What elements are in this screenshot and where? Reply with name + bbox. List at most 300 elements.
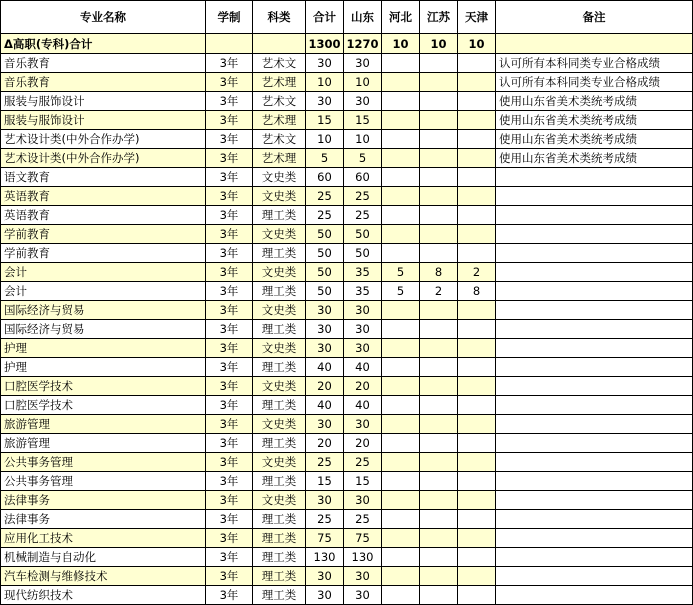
cell-hebei: 5 [382,263,420,282]
header-remark: 备注 [496,1,693,34]
header-name: 专业名称 [1,1,206,34]
cell-name: 应用化工技术 [1,529,206,548]
table-row [1,434,693,453]
cell-tianjin [458,130,496,149]
cell-category: 艺术理 [253,149,306,168]
cell-name: 口腔医学技术 [1,377,206,396]
cell-jiangsu [420,54,458,73]
cell-duration: 3年 [206,244,253,263]
table-row [1,130,693,149]
cell-remark: 使用山东省美术类统考成绩 [496,111,693,130]
cell-duration: 3年 [206,168,253,187]
cell-shandong: 35 [344,282,382,301]
cell-hebei [382,491,420,510]
cell-jiangsu [420,149,458,168]
cell-name: 英语教育 [1,187,206,206]
cell-tianjin: 8 [458,282,496,301]
table-row [1,415,693,434]
cell-total: 75 [306,529,344,548]
cell-category: 艺术理 [253,73,306,92]
total-category [253,34,306,54]
total-hebei: 10 [382,34,420,54]
cell-name: 音乐教育 [1,73,206,92]
cell-tianjin [458,472,496,491]
cell-hebei [382,529,420,548]
cell-category: 理工类 [253,529,306,548]
cell-name: 学前教育 [1,225,206,244]
cell-remark [496,415,693,434]
cell-duration: 3年 [206,206,253,225]
cell-jiangsu [420,168,458,187]
cell-name: 国际经济与贸易 [1,320,206,339]
cell-category: 文史类 [253,415,306,434]
cell-tianjin [458,339,496,358]
cell-remark [496,377,693,396]
cell-remark [496,168,693,187]
cell-hebei [382,358,420,377]
cell-hebei [382,130,420,149]
cell-shandong: 10 [344,73,382,92]
cell-shandong: 30 [344,567,382,586]
cell-category: 文史类 [253,301,306,320]
table-row [1,282,693,301]
cell-category: 艺术文 [253,92,306,111]
cell-hebei [382,187,420,206]
total-tianjin: 10 [458,34,496,54]
cell-jiangsu [420,339,458,358]
cell-duration: 3年 [206,149,253,168]
cell-jiangsu [420,510,458,529]
cell-tianjin [458,453,496,472]
cell-total: 25 [306,187,344,206]
table-row [1,510,693,529]
cell-tianjin [458,111,496,130]
total-remark [496,34,693,54]
table-row [1,301,693,320]
cell-duration: 3年 [206,472,253,491]
cell-name: 学前教育 [1,244,206,263]
table-row [1,168,693,187]
cell-name: 语文教育 [1,168,206,187]
cell-shandong: 5 [344,149,382,168]
cell-name: 国际经济与贸易 [1,301,206,320]
cell-tianjin [458,244,496,263]
cell-hebei [382,339,420,358]
cell-tianjin [458,510,496,529]
cell-shandong: 15 [344,472,382,491]
cell-category: 理工类 [253,434,306,453]
cell-duration: 3年 [206,396,253,415]
header-total: 合计 [306,1,344,34]
cell-duration: 3年 [206,529,253,548]
cell-remark [496,244,693,263]
cell-total: 30 [306,415,344,434]
cell-tianjin [458,358,496,377]
cell-remark [496,529,693,548]
cell-tianjin [458,396,496,415]
table-row [1,491,693,510]
cell-shandong: 25 [344,187,382,206]
cell-duration: 3年 [206,320,253,339]
cell-total: 30 [306,320,344,339]
cell-total: 40 [306,396,344,415]
header-hebei: 河北 [382,1,420,34]
header-row [1,1,693,34]
cell-remark: 使用山东省美术类统考成绩 [496,92,693,111]
cell-shandong: 10 [344,130,382,149]
cell-jiangsu [420,301,458,320]
cell-tianjin [458,529,496,548]
total-jiangsu: 10 [420,34,458,54]
cell-jiangsu [420,586,458,605]
cell-tianjin [458,586,496,605]
cell-total: 50 [306,244,344,263]
cell-category: 理工类 [253,244,306,263]
cell-total: 10 [306,73,344,92]
cell-name: 会计 [1,263,206,282]
cell-duration: 3年 [206,510,253,529]
cell-remark [496,548,693,567]
cell-shandong: 30 [344,320,382,339]
cell-total: 25 [306,453,344,472]
cell-tianjin [458,54,496,73]
cell-category: 艺术理 [253,111,306,130]
cell-hebei [382,548,420,567]
cell-duration: 3年 [206,187,253,206]
cell-shandong: 50 [344,244,382,263]
cell-jiangsu [420,377,458,396]
cell-name: 旅游管理 [1,415,206,434]
cell-jiangsu [420,187,458,206]
cell-remark [496,225,693,244]
cell-tianjin [458,567,496,586]
table-row [1,111,693,130]
cell-hebei [382,586,420,605]
cell-remark [496,472,693,491]
cell-duration: 3年 [206,92,253,111]
cell-duration: 3年 [206,111,253,130]
cell-total: 30 [306,567,344,586]
cell-total: 130 [306,548,344,567]
cell-shandong: 30 [344,586,382,605]
cell-jiangsu [420,491,458,510]
cell-name: 机械制造与自动化 [1,548,206,567]
header-shandong: 山东 [344,1,382,34]
cell-tianjin [458,168,496,187]
cell-jiangsu [420,472,458,491]
cell-name: 法律事务 [1,491,206,510]
table-row [1,358,693,377]
cell-duration: 3年 [206,434,253,453]
cell-jiangsu [420,453,458,472]
cell-category: 理工类 [253,586,306,605]
cell-shandong: 15 [344,111,382,130]
cell-total: 40 [306,358,344,377]
cell-total: 50 [306,225,344,244]
cell-tianjin [458,491,496,510]
cell-jiangsu [420,225,458,244]
cell-hebei [382,54,420,73]
cell-total: 50 [306,263,344,282]
cell-duration: 3年 [206,282,253,301]
cell-total: 15 [306,111,344,130]
cell-name: 艺术设计类(中外合作办学) [1,149,206,168]
cell-remark [496,586,693,605]
cell-name: 艺术设计类(中外合作办学) [1,130,206,149]
cell-tianjin [458,320,496,339]
cell-category: 理工类 [253,282,306,301]
cell-hebei [382,434,420,453]
table-row [1,567,693,586]
cell-name: 护理 [1,358,206,377]
total-total: 1300 [306,34,344,54]
cell-category: 理工类 [253,396,306,415]
table-body [1,34,693,605]
cell-category: 艺术文 [253,54,306,73]
cell-jiangsu: 2 [420,282,458,301]
cell-hebei [382,472,420,491]
cell-jiangsu [420,206,458,225]
cell-hebei [382,567,420,586]
cell-shandong: 20 [344,377,382,396]
cell-remark [496,434,693,453]
cell-tianjin [458,206,496,225]
cell-jiangsu [420,358,458,377]
cell-remark [496,453,693,472]
cell-name: 公共事务管理 [1,472,206,491]
cell-shandong: 40 [344,396,382,415]
cell-category: 理工类 [253,548,306,567]
total-shandong: 1270 [344,34,382,54]
cell-jiangsu [420,320,458,339]
cell-duration: 3年 [206,54,253,73]
cell-total: 30 [306,301,344,320]
cell-shandong: 75 [344,529,382,548]
cell-shandong: 25 [344,510,382,529]
table-row [1,548,693,567]
header-category: 科类 [253,1,306,34]
cell-category: 文史类 [253,168,306,187]
cell-shandong: 130 [344,548,382,567]
table-row [1,225,693,244]
cell-hebei: 5 [382,282,420,301]
table-row [1,244,693,263]
cell-name: 服装与服饰设计 [1,92,206,111]
cell-remark [496,263,693,282]
cell-duration: 3年 [206,415,253,434]
cell-total: 15 [306,472,344,491]
cell-category: 理工类 [253,358,306,377]
cell-duration: 3年 [206,73,253,92]
cell-remark [496,187,693,206]
cell-remark [496,301,693,320]
cell-duration: 3年 [206,301,253,320]
cell-shandong: 30 [344,301,382,320]
table-row [1,54,693,73]
cell-total: 30 [306,92,344,111]
cell-remark [496,320,693,339]
cell-hebei [382,168,420,187]
table-row [1,586,693,605]
cell-shandong: 30 [344,92,382,111]
cell-category: 理工类 [253,567,306,586]
cell-name: 会计 [1,282,206,301]
cell-remark [496,358,693,377]
cell-jiangsu [420,415,458,434]
cell-shandong: 50 [344,225,382,244]
cell-duration: 3年 [206,377,253,396]
cell-category: 理工类 [253,206,306,225]
cell-tianjin [458,92,496,111]
cell-tianjin [458,187,496,206]
cell-tianjin [458,149,496,168]
cell-total: 25 [306,510,344,529]
cell-hebei [382,377,420,396]
cell-total: 10 [306,130,344,149]
table-row [1,320,693,339]
cell-category: 理工类 [253,510,306,529]
cell-jiangsu [420,130,458,149]
cell-total: 50 [306,282,344,301]
cell-name: 口腔医学技术 [1,396,206,415]
table-row [1,396,693,415]
cell-jiangsu: 8 [420,263,458,282]
cell-hebei [382,73,420,92]
cell-shandong: 30 [344,415,382,434]
cell-duration: 3年 [206,263,253,282]
cell-hebei [382,225,420,244]
cell-shandong: 25 [344,453,382,472]
cell-total: 20 [306,377,344,396]
cell-jiangsu [420,567,458,586]
cell-total: 30 [306,54,344,73]
cell-jiangsu [420,244,458,263]
cell-category: 文史类 [253,377,306,396]
table-row [1,92,693,111]
table-row [1,263,693,282]
cell-jiangsu [420,73,458,92]
cell-shandong: 30 [344,491,382,510]
cell-hebei [382,396,420,415]
cell-total: 30 [306,339,344,358]
cell-tianjin [458,415,496,434]
total-duration [206,34,253,54]
cell-tianjin [458,301,496,320]
cell-category: 文史类 [253,453,306,472]
cell-remark [496,206,693,225]
table-row [1,73,693,92]
cell-total: 60 [306,168,344,187]
cell-name: 法律事务 [1,510,206,529]
cell-jiangsu [420,111,458,130]
cell-remark [496,282,693,301]
header-duration: 学制 [206,1,253,34]
cell-shandong: 60 [344,168,382,187]
cell-name: 音乐教育 [1,54,206,73]
total-name: Δ高职(专科)合计 [1,34,206,54]
cell-name: 旅游管理 [1,434,206,453]
cell-tianjin [458,434,496,453]
header-tianjin: 天津 [458,1,496,34]
cell-category: 理工类 [253,472,306,491]
cell-shandong: 30 [344,339,382,358]
cell-remark: 认可所有本科同类专业合格成绩 [496,73,693,92]
cell-hebei [382,92,420,111]
cell-name: 护理 [1,339,206,358]
cell-name: 服装与服饰设计 [1,111,206,130]
cell-shandong: 20 [344,434,382,453]
cell-remark [496,567,693,586]
cell-duration: 3年 [206,567,253,586]
cell-duration: 3年 [206,358,253,377]
cell-total: 30 [306,586,344,605]
cell-hebei [382,453,420,472]
cell-category: 文史类 [253,187,306,206]
cell-duration: 3年 [206,491,253,510]
cell-hebei [382,244,420,263]
cell-jiangsu [420,92,458,111]
cell-hebei [382,510,420,529]
table-row [1,377,693,396]
cell-jiangsu [420,548,458,567]
cell-jiangsu [420,396,458,415]
table-row [1,339,693,358]
cell-name: 汽车检测与维修技术 [1,567,206,586]
cell-duration: 3年 [206,586,253,605]
cell-remark: 使用山东省美术类统考成绩 [496,130,693,149]
table-row [1,453,693,472]
cell-name: 公共事务管理 [1,453,206,472]
cell-tianjin [458,225,496,244]
cell-remark [496,339,693,358]
cell-remark [496,396,693,415]
cell-total: 20 [306,434,344,453]
cell-shandong: 25 [344,206,382,225]
cell-duration: 3年 [206,339,253,358]
cell-tianjin [458,73,496,92]
cell-category: 文史类 [253,339,306,358]
total-row [1,34,693,54]
cell-remark: 使用山东省美术类统考成绩 [496,149,693,168]
table-row [1,187,693,206]
cell-category: 文史类 [253,225,306,244]
cell-category: 文史类 [253,263,306,282]
cell-category: 理工类 [253,320,306,339]
cell-shandong: 30 [344,54,382,73]
cell-jiangsu [420,434,458,453]
cell-name: 英语教育 [1,206,206,225]
cell-duration: 3年 [206,130,253,149]
cell-shandong: 35 [344,263,382,282]
cell-hebei [382,149,420,168]
cell-total: 5 [306,149,344,168]
cell-remark: 认可所有本科同类专业合格成绩 [496,54,693,73]
cell-duration: 3年 [206,548,253,567]
cell-hebei [382,111,420,130]
cell-total: 25 [306,206,344,225]
cell-tianjin [458,548,496,567]
cell-hebei [382,320,420,339]
header-jiangsu: 江苏 [420,1,458,34]
table-row [1,206,693,225]
cell-duration: 3年 [206,225,253,244]
cell-category: 艺术文 [253,130,306,149]
cell-duration: 3年 [206,453,253,472]
cell-remark [496,491,693,510]
cell-total: 30 [306,491,344,510]
cell-jiangsu [420,529,458,548]
cell-tianjin [458,377,496,396]
